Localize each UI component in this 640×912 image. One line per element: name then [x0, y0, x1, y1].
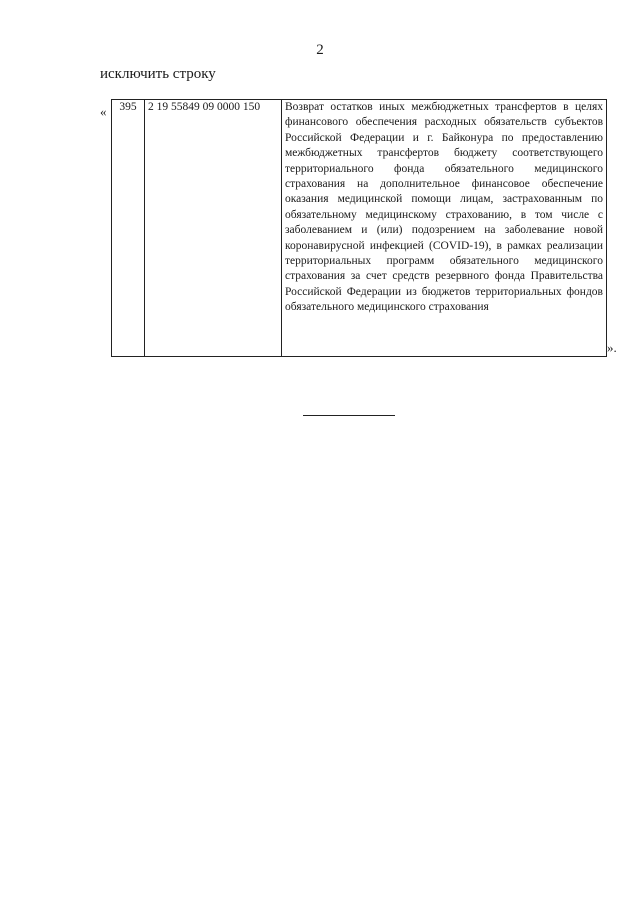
divider-line [303, 415, 395, 416]
classification-code: 2 19 55849 09 0000 150 [145, 100, 282, 357]
open-quote: « [100, 104, 107, 119]
budget-row-table [111, 99, 607, 357]
page-number: 2 [316, 42, 324, 58]
close-quote: ». [607, 340, 617, 355]
table-row [112, 100, 607, 357]
row-number: 395 [112, 100, 145, 357]
row-description: Возврат остатков иных межбюджетных трансфертов в целях финансового обеспечения расходных обязательств субъектов Российской Федерации и г. Байконура по предоставлению межбюджетных трансфертов бюджету соответствующего территориального фонда обязательного медицинского страхования на дополнительное финансовое обеспечение оказания медицинской помощи лицам, застрахованным по обязательному медицинскому страхованию, в том числе с заболеванием и (или) подозрением на заболевание новой коронавирусной инфекцией (COVID-19), в рамках реализации территориальных программ обязательного медицинского страхования за счет средств резервного фонда Правительства Российской Федерации из бюджетов территориальных фондов обязательного медицинского страхования [282, 100, 607, 357]
instruction-text: исключить строку [100, 66, 216, 82]
